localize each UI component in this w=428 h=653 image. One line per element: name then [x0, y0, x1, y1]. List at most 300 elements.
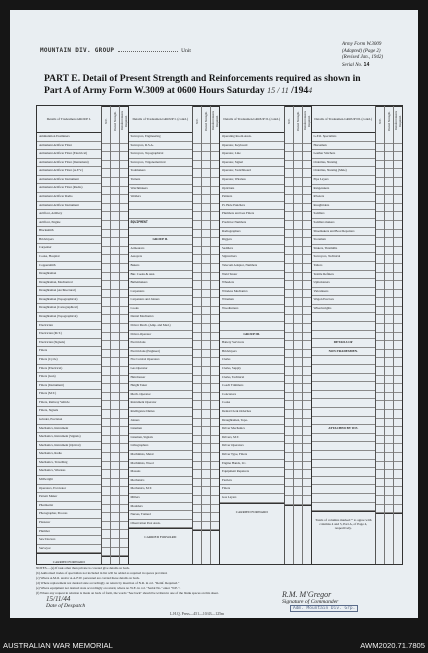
number-cell: [376, 264, 384, 273]
trade-row: Predictor Numbers: [220, 219, 284, 228]
number-cell: [211, 401, 219, 410]
number-cell: [202, 358, 210, 367]
trade-row: Observation Post Assts.: [129, 520, 193, 529]
serial-line: [342, 62, 414, 70]
number-cell: [394, 479, 402, 488]
number-cell: [385, 152, 393, 161]
trade-row: Driver Mechanics: [220, 425, 284, 434]
number-cell: [111, 230, 119, 239]
number-cell: [211, 341, 219, 350]
trade-row: [312, 331, 376, 340]
number-cell: [285, 410, 293, 419]
number-cell: [202, 204, 210, 213]
trade-row: Armament Artificer Fitter (Radio): [37, 184, 101, 193]
number-cell: [376, 419, 384, 428]
number-cell: [202, 230, 210, 239]
trade-row: Pharmacist: [37, 502, 101, 511]
number-cell: [294, 238, 302, 247]
number-cell: [211, 333, 219, 342]
number-cell: [102, 187, 110, 196]
number-cell: [294, 453, 302, 462]
trade-row: Surveyors, Trigonometrical: [129, 159, 193, 168]
number-cell: [211, 255, 219, 264]
number-cell: [376, 221, 384, 230]
number-cell: [193, 221, 201, 230]
trade-row: [312, 468, 376, 477]
trade-row: Armament Artificer Fitter (Electrical): [37, 150, 101, 159]
trade-row: Wiremen: [220, 296, 284, 305]
signature-stamp: Adm. Mountain Div. Grp.: [290, 605, 358, 612]
trade-row: Draughtsmen, Topo.: [220, 417, 284, 426]
trade-row: Grinder, Precision: [37, 416, 101, 425]
number-cell: [394, 238, 402, 247]
number-cell: [376, 367, 384, 376]
number-cell: [120, 221, 128, 230]
trade-row: Operator, Wireless: [220, 176, 284, 185]
number-cell: [385, 238, 393, 247]
number-cell: [111, 281, 119, 290]
number-cell: [120, 273, 128, 282]
number-cell: [202, 479, 210, 488]
trade-row: Operator, Line: [220, 150, 284, 159]
trade-row: [312, 374, 376, 383]
number-cell: [202, 281, 210, 290]
number-cell: [111, 367, 119, 376]
number-cell: [285, 152, 293, 161]
trade-row: Saddlers makers: [312, 219, 376, 228]
number-cell: [285, 376, 293, 385]
number-cell: [120, 462, 128, 471]
number-cell: [102, 178, 110, 187]
number-cell: [102, 487, 110, 496]
number-cell: [102, 401, 110, 410]
number-cell: [285, 479, 293, 488]
trade-row: Electrician (M.T.): [37, 330, 101, 339]
trade-row: ATTACHED BY W.E.: [312, 425, 376, 434]
number-cell: [376, 298, 384, 307]
trade-row: Surveyor: [37, 545, 101, 554]
number-cell: [385, 479, 393, 488]
number-cell: [385, 341, 393, 350]
number-cell: [385, 376, 393, 385]
number-cell: [202, 161, 210, 170]
number-cell: [294, 410, 302, 419]
number-cell: [394, 487, 402, 496]
trade-row: [312, 356, 376, 365]
number-cell: [303, 341, 311, 350]
number-cell: [303, 436, 311, 445]
trade-row: Coppersmith: [37, 262, 101, 271]
number-cell: [193, 315, 201, 324]
number-cell: [102, 358, 110, 367]
number-cell: [120, 367, 128, 376]
trade-row: [312, 322, 376, 331]
number-cell: [285, 462, 293, 471]
number-cell: [303, 281, 311, 290]
number-cell: [385, 255, 393, 264]
number-cell: [376, 290, 384, 299]
trade-row: Vulcanisers: [312, 288, 376, 297]
trade-row: Fitters, Signals: [37, 407, 101, 416]
number-cell: [285, 315, 293, 324]
number-cell: [102, 350, 110, 359]
number-cell: [294, 444, 302, 453]
trade-row: Draughtsman (Topographical): [37, 313, 101, 322]
number-cell: [211, 264, 219, 273]
number-cell: [102, 152, 110, 161]
number-cell: [202, 376, 210, 385]
number-cell: [211, 298, 219, 307]
trade-row: EQUIPMENT: [129, 219, 193, 228]
number-cell: [394, 401, 402, 410]
number-cell: [376, 479, 384, 488]
number-cell: [202, 324, 210, 333]
number-cell: [385, 315, 393, 324]
number-cell: [193, 393, 201, 402]
number-cell: [120, 376, 128, 385]
number-cell: [102, 376, 110, 385]
number-cell: [376, 169, 384, 178]
trade-row: Bricklayers: [37, 236, 101, 245]
number-cell: [211, 178, 219, 187]
number-cell: [120, 187, 128, 196]
number-cell: [303, 444, 311, 453]
number-cell: [294, 358, 302, 367]
number-cell: [211, 453, 219, 462]
number-cell: [102, 470, 110, 479]
trade-row: DETAILS OF: [312, 339, 376, 348]
number-column-header: Posted Strength.: [111, 106, 119, 135]
number-cell: [202, 522, 210, 531]
number-cell: [120, 247, 128, 256]
trade-row: Carpenters and Joiners: [129, 296, 193, 305]
number-cell: [193, 290, 201, 299]
trade-row: Mechanics, Wireless: [37, 467, 101, 476]
number-cell: [111, 530, 119, 539]
number-cell: [394, 496, 402, 505]
trade-row: [312, 399, 376, 408]
trade-row: Fitters (Gun): [37, 373, 101, 382]
trade-column: [220, 106, 285, 564]
number-cell: [376, 212, 384, 221]
note-line: (c) Where A.M.O. and/or A.A.F.W. personnel are carried these details on back.: [36, 576, 140, 580]
number-cell: [285, 470, 293, 479]
trade-row: Electrician: [37, 322, 101, 331]
trade-row: Opticians: [220, 185, 284, 194]
number-cell: [376, 436, 384, 445]
trade-row: Weld Tester: [220, 271, 284, 280]
number-cell: [193, 230, 201, 239]
number-column-header: Reinforcements Required.: [394, 106, 402, 135]
trade-row: Surveyors, Engineering: [129, 133, 193, 142]
trade-row: Hairdresser: [129, 374, 193, 383]
number-cell: [193, 367, 201, 376]
number-cell: [285, 453, 293, 462]
number-cell: [376, 333, 384, 342]
number-cell: [294, 384, 302, 393]
number-cell: [376, 281, 384, 290]
trade-row: Artificer, Engine: [37, 219, 101, 228]
number-cell: [111, 376, 119, 385]
number-cell: [120, 307, 128, 316]
number-column-header: W.E.: [285, 106, 293, 135]
number-cell: [120, 212, 128, 221]
number-cell: [120, 152, 128, 161]
number-cell: [211, 358, 219, 367]
number-cell: [111, 187, 119, 196]
trade-row: Equipment Repairers: [220, 468, 284, 477]
number-cell: [193, 522, 201, 531]
title-line-2: [44, 85, 364, 97]
trade-row: Battery Servicers: [220, 339, 284, 348]
trade-row: Millers: [129, 494, 193, 503]
number-cell: [285, 212, 293, 221]
number-cell: [285, 341, 293, 350]
number-cell: [294, 341, 302, 350]
number-cell: [285, 144, 293, 153]
number-cell: [211, 204, 219, 213]
number-cell: [294, 161, 302, 170]
number-cell: [394, 135, 402, 144]
number-cell: [294, 281, 302, 290]
number-cell: [285, 264, 293, 273]
trade-row: Orderlies, Nursing (Male): [312, 167, 376, 176]
number-cell: [303, 187, 311, 196]
number-cell: [385, 393, 393, 402]
number-cell: [303, 152, 311, 161]
trade-row: [312, 382, 376, 391]
number-cell: [376, 427, 384, 436]
trade-row: Bakers: [129, 262, 193, 271]
number-cell: [385, 290, 393, 299]
trade-row: Surveyors, Technical: [312, 253, 376, 262]
number-cell: [303, 178, 311, 187]
number-cell: [120, 470, 128, 479]
number-cell: [294, 401, 302, 410]
number-cell: [202, 178, 210, 187]
memorial-credit: AUSTRALIAN WAR MEMORIAL: [3, 641, 113, 650]
trade-row: Storemen: [312, 236, 376, 245]
number-cell: [111, 333, 119, 342]
number-cell: [294, 152, 302, 161]
number-cell: [394, 273, 402, 282]
number-cell: [193, 350, 201, 359]
trade-row: Mechanics, Instrument: [37, 425, 101, 434]
number-cell: [102, 530, 110, 539]
number-column: [285, 106, 294, 564]
number-cell: [385, 204, 393, 213]
number-cell: [120, 204, 128, 213]
number-cell: [111, 539, 119, 548]
trade-row: Dental Clerk Orderlies: [220, 408, 284, 417]
number-cell: [394, 367, 402, 376]
number-cell: [376, 273, 384, 282]
number-cell: [202, 470, 210, 479]
number-cell: [394, 444, 402, 453]
number-cell: [111, 462, 119, 471]
number-cell: [294, 324, 302, 333]
strength-table: [36, 105, 403, 565]
trade-row: [129, 210, 193, 219]
number-cell: [303, 410, 311, 419]
number-cell: [303, 204, 311, 213]
number-cell: [202, 315, 210, 324]
trade-row: Radiographers: [220, 228, 284, 237]
number-cell: [102, 315, 110, 324]
number-column-header: Reinforcements Required.: [303, 106, 311, 135]
number-cell: [211, 376, 219, 385]
number-cell: [111, 410, 119, 419]
number-cell: [294, 221, 302, 230]
number-cell: [385, 487, 393, 496]
number-cell: [376, 144, 384, 153]
trade-row: Toolmakers: [129, 167, 193, 176]
number-cell: [111, 479, 119, 488]
number-cell: [193, 462, 201, 471]
signature-block: [282, 590, 358, 611]
number-cell: [394, 187, 402, 196]
number-cell: [193, 255, 201, 264]
number-cell: [294, 273, 302, 282]
number-cell: [376, 410, 384, 419]
number-cell: [111, 238, 119, 247]
number-cell: [202, 444, 210, 453]
number-cell: [285, 135, 293, 144]
number-cell: [385, 505, 393, 514]
trade-row: Linemen, Signals: [129, 434, 193, 443]
trade-row: Fitters: [37, 347, 101, 356]
number-cell: [394, 195, 402, 204]
trade-row: Masons: [129, 468, 193, 477]
trade-row: NON-TRADESMEN.: [312, 348, 376, 357]
number-cell: [376, 324, 384, 333]
number-cell: [376, 247, 384, 256]
number-cell: [202, 169, 210, 178]
number-cell: [303, 350, 311, 359]
number-cell: [211, 470, 219, 479]
note-line: NOTES.—(a) If task other than private is covered give details on back.: [36, 566, 130, 570]
number-cell: [294, 290, 302, 299]
number-column: [120, 106, 128, 564]
number-cell: [193, 479, 201, 488]
number-cell: [111, 444, 119, 453]
number-cell: [193, 135, 201, 144]
number-column-header: Posted Strength.: [385, 106, 393, 135]
carried-forward-cell: [385, 513, 393, 564]
number-cell: [294, 307, 302, 316]
number-cell: [202, 436, 210, 445]
number-cell: [202, 350, 210, 359]
number-cell: [211, 427, 219, 436]
number-cell: [111, 247, 119, 256]
number-column-header: Posted Strength.: [202, 106, 210, 135]
number-cell: [303, 462, 311, 471]
number-cell: [120, 453, 128, 462]
number-cell: [202, 367, 210, 376]
number-cell: [102, 410, 110, 419]
number-cell: [102, 255, 110, 264]
number-cell: [303, 135, 311, 144]
number-cell: [193, 487, 201, 496]
number-cell: [285, 444, 293, 453]
trade-column-header: [220, 106, 284, 133]
number-cell: [111, 436, 119, 445]
trade-row: Wagon Erectors: [312, 296, 376, 305]
number-cell: [376, 187, 384, 196]
number-cell: [303, 290, 311, 299]
number-cell: [294, 479, 302, 488]
number-cell: [120, 290, 128, 299]
number-column: [303, 106, 311, 564]
trade-row: [312, 485, 376, 494]
group-title: GROUP I. (contd.): [162, 116, 189, 121]
number-cell: [294, 135, 302, 144]
number-cell: [202, 410, 210, 419]
trade-row: [312, 477, 376, 486]
number-cell: [303, 496, 311, 505]
number-cell: [211, 505, 219, 514]
number-cell: [376, 358, 384, 367]
number-cell: [385, 230, 393, 239]
number-cell: [303, 212, 311, 221]
trade-column: [37, 106, 102, 564]
number-cell: [111, 161, 119, 170]
number-cell: [193, 247, 201, 256]
trade-row: Mechanics, Instrument (Signals): [37, 433, 101, 442]
number-cell: [285, 367, 293, 376]
number-cell: [211, 273, 219, 282]
number-cell: [294, 204, 302, 213]
carried-forward: CARRIED FORWARD: [37, 553, 101, 564]
trade-row: Operator, Switchboard: [220, 167, 284, 176]
number-cell: [385, 427, 393, 436]
number-cell: [211, 419, 219, 428]
trade-row: Armourers: [129, 245, 193, 254]
number-cell: [102, 307, 110, 316]
printer-line: L.H.Q. Press—451—10/43—125m: [170, 612, 224, 616]
number-cell: [193, 496, 201, 505]
number-cell: [111, 204, 119, 213]
number-cell: [376, 152, 384, 161]
trade-row: Clerks: [220, 356, 284, 365]
number-cell: [111, 152, 119, 161]
number-column-header: Reinforcements Required.: [211, 106, 219, 135]
number-cell: [303, 307, 311, 316]
number-cell: [120, 436, 128, 445]
number-cell: [102, 427, 110, 436]
number-cell: [376, 195, 384, 204]
number-column-header: W.E.: [193, 106, 201, 135]
trade-row: Plasterer: [37, 519, 101, 528]
number-cell: [376, 384, 384, 393]
number-cell: [385, 384, 393, 393]
number-cell: [294, 178, 302, 187]
number-cell: [394, 470, 402, 479]
number-cell: [202, 135, 210, 144]
trade-row: Mech. Operator: [129, 391, 193, 400]
number-cell: [294, 264, 302, 273]
number-cell: [385, 470, 393, 479]
number-cell: [102, 513, 110, 522]
number-cell: [111, 505, 119, 514]
number-cell: [303, 453, 311, 462]
carried-forward-cell: [394, 513, 402, 564]
trade-row: Operating Room Assts.: [220, 133, 284, 142]
number-cell: [193, 444, 201, 453]
trade-column-header: [37, 106, 101, 133]
number-cell: [294, 350, 302, 359]
number-cell: [102, 479, 110, 488]
